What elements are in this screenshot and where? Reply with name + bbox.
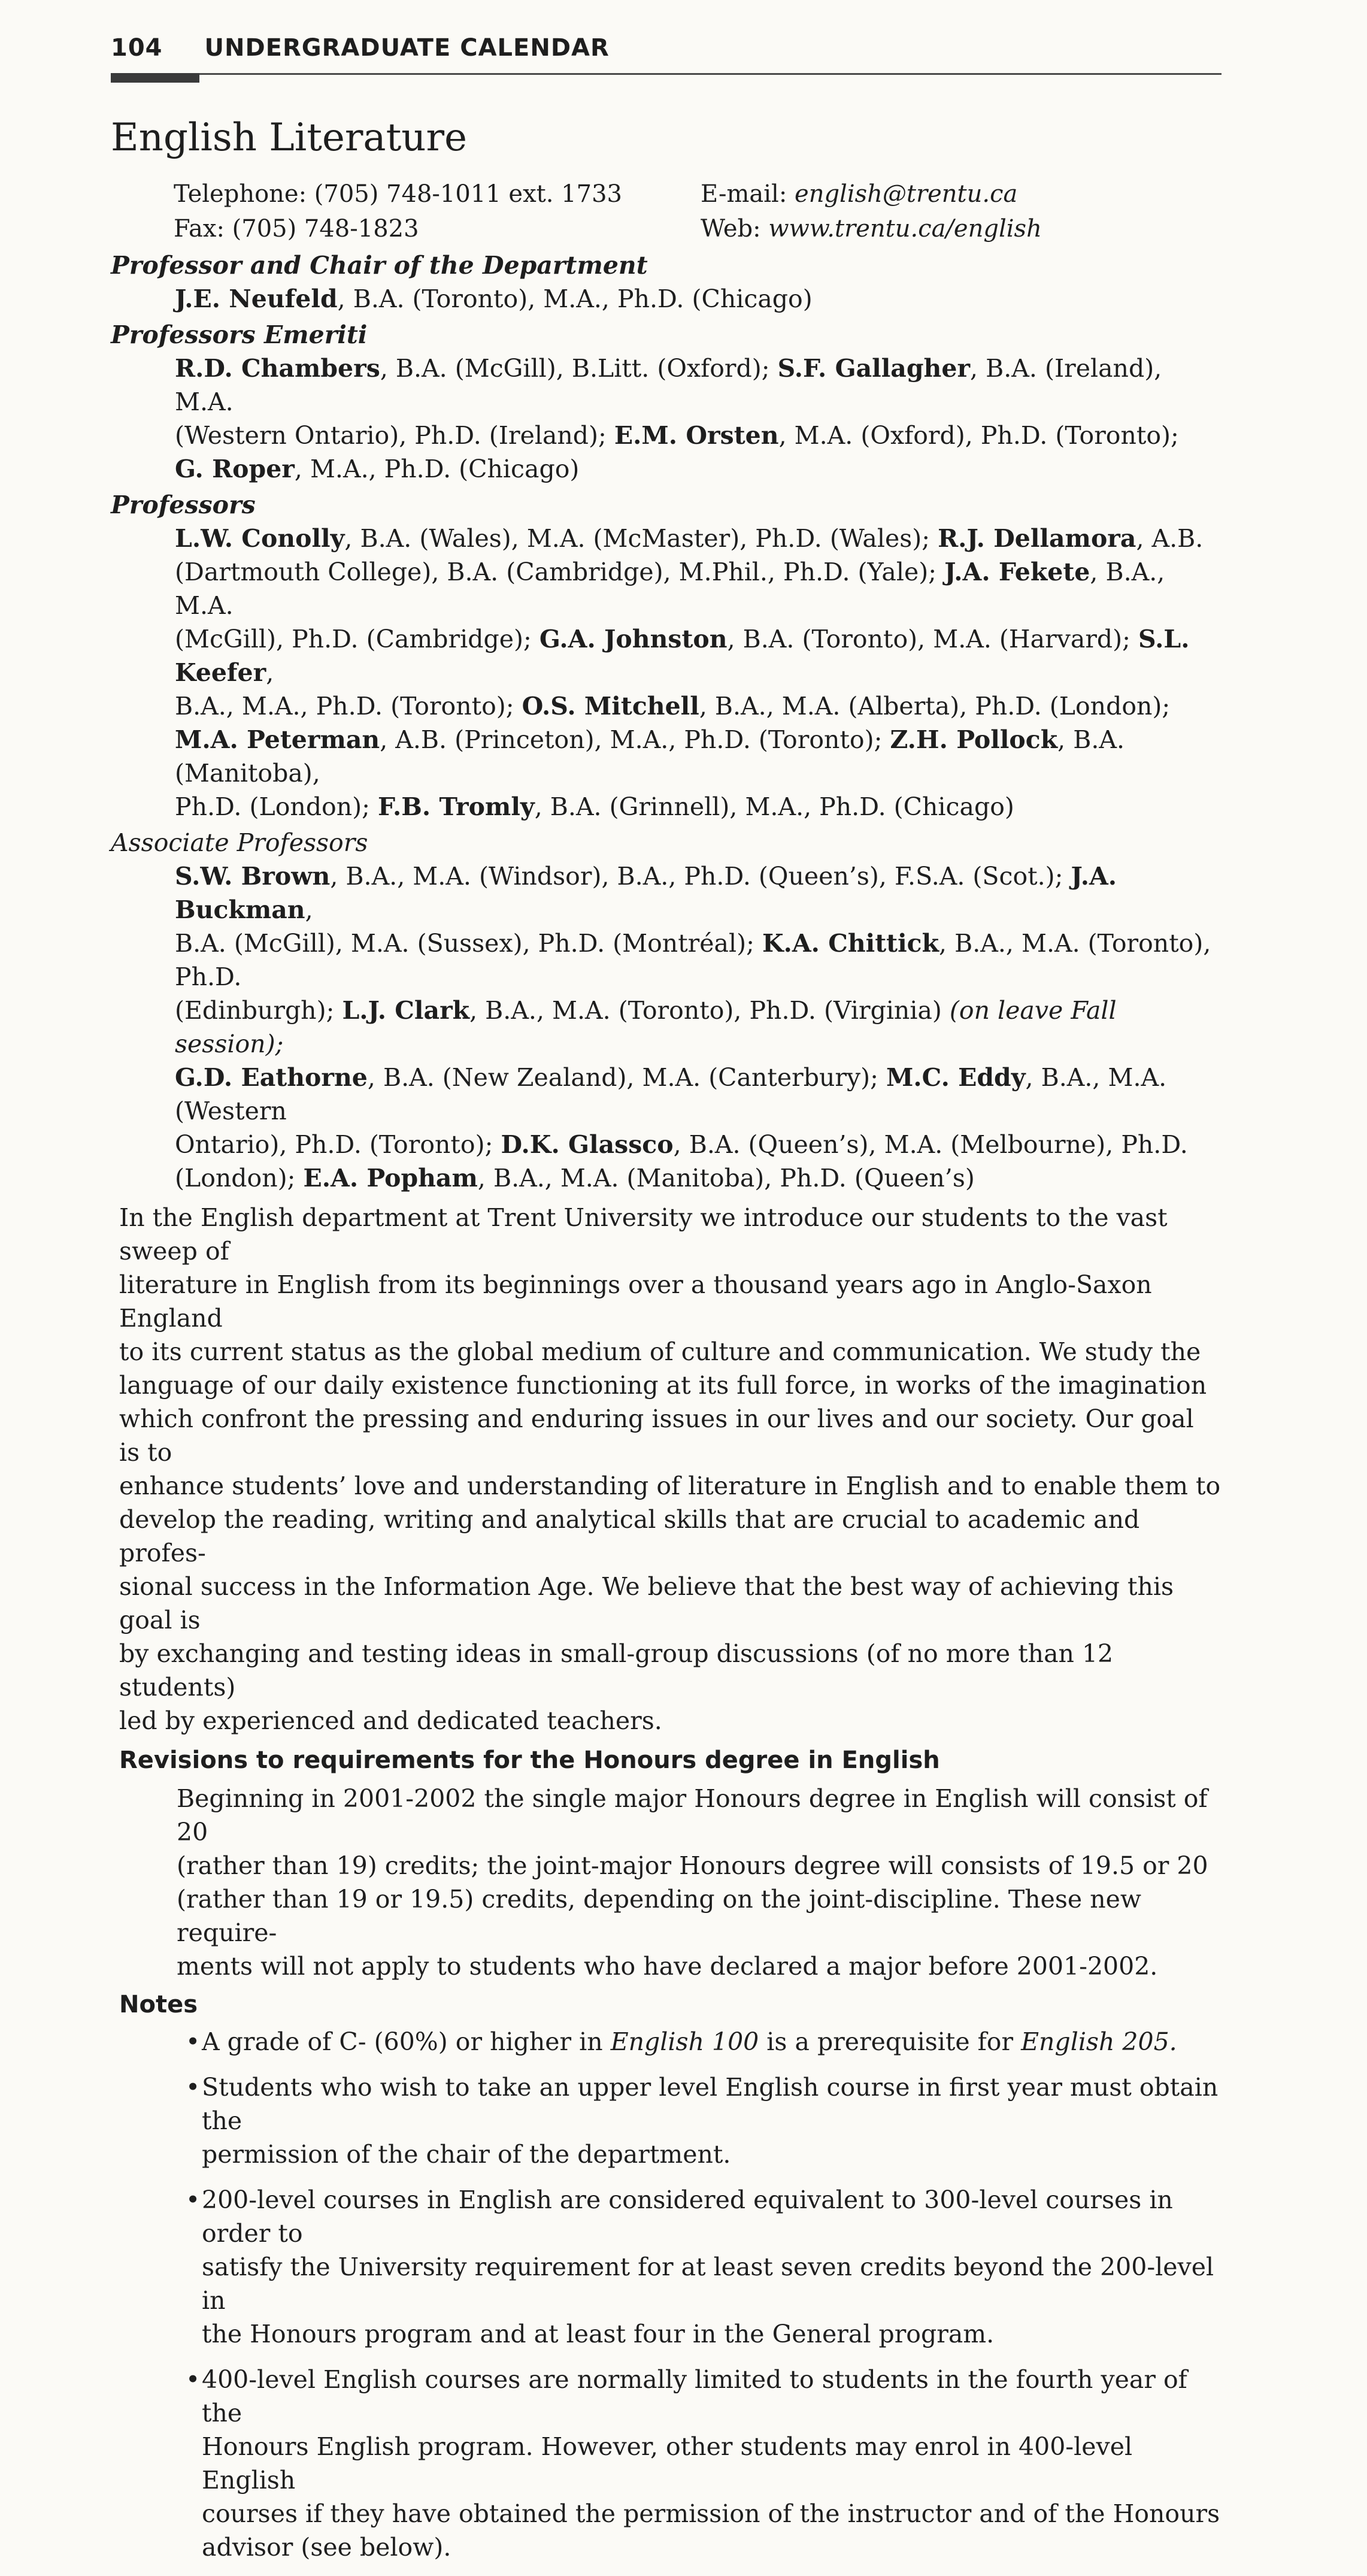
emeriti-body <box>175 352 1221 486</box>
text-run: Honours English program. However, other students may enrol in 400-level English <box>202 2432 1133 2495</box>
page-number: 104 <box>111 34 163 62</box>
text-line: which confront the pressing and enduring issues in our lives and our society. Our goal is to <box>119 1404 1194 1467</box>
text-line: (rather than 19) credits; the joint-major Honours degree will consists of 19.5 or 20 <box>177 1851 1208 1880</box>
text-run: , B.A. (Wales), M.A. (McMaster), Ph.D. (Wales); <box>344 524 938 553</box>
text-run: , B.A. (Queen’s), M.A. (Melbourne), Ph.D. <box>673 1130 1188 1159</box>
text-line <box>175 555 1221 622</box>
text-line: literature in English from its beginnings over a thousand years ago in Anglo-Saxon England <box>119 1270 1152 1333</box>
text-line <box>175 1128 1221 1161</box>
note-item <box>111 2071 1221 2171</box>
text-line <box>175 1161 1221 1195</box>
person-name: J.A. Buckman <box>175 862 1117 924</box>
note-line <box>202 2250 1221 2317</box>
text-run: , M.A. (Oxford), Ph.D. (Toronto); <box>778 421 1179 450</box>
text-run: , B.A., M.A. (Alberta), Ph.D. (London); <box>699 692 1171 721</box>
email-link[interactable]: english@trentu.ca <box>795 180 1018 208</box>
text-line: sional success in the Information Age. We believe that the best way of achieving this goal is <box>119 1572 1174 1634</box>
text-run: , B.A., M.A. <box>175 558 1165 620</box>
person-name: S.W. Brown <box>175 862 331 891</box>
italic-text: English 205. <box>1021 2027 1177 2056</box>
associates-body <box>175 859 1221 1195</box>
header-rule <box>111 73 1221 75</box>
bullet-icon: • <box>186 2027 201 2056</box>
text-run: Ph.D. (London); <box>175 792 378 821</box>
note-line <box>202 2497 1221 2530</box>
text-line: language of our daily existence functioning at its full force, in works of the imagination <box>119 1371 1207 1400</box>
text-run: , B.A. (McGill), B.Litt. (Oxford); <box>380 354 778 383</box>
web-link[interactable]: www.trentu.ca/english <box>768 215 1042 243</box>
note-line <box>202 2530 1221 2564</box>
person-name: G.A. Johnston <box>539 625 728 653</box>
text-run: , B.A. (Manitoba), <box>175 725 1125 788</box>
associates-heading: Associate Professors <box>111 828 368 857</box>
text-run: (Western Ontario), Ph.D. (Ireland); <box>175 421 614 450</box>
text-run: A grade of C- (60%) or higher in <box>202 2027 611 2056</box>
text-run: Ontario), Ph.D. (Toronto); <box>175 1130 501 1159</box>
person-name: S.F. Gallagher <box>777 354 971 383</box>
note-line <box>202 2138 1221 2171</box>
text-run: (London); <box>175 1164 304 1192</box>
note-item <box>111 2183 1221 2351</box>
person-name: L.J. Clark <box>342 996 470 1025</box>
italic-text: (on leave Fall session); <box>175 996 1117 1058</box>
text-run: 400-level English courses are normally limited to students in the fourth year of the <box>202 2365 1187 2427</box>
person-name: M.C. Eddy <box>886 1063 1026 1092</box>
revisions-paragraph <box>177 1782 1221 1983</box>
text-run: permission of the chair of the department. <box>202 2140 731 2169</box>
note-line <box>202 2071 1221 2138</box>
running-header <box>111 31 610 65</box>
notes-list <box>111 2025 1221 2564</box>
fax: Fax: (705) 748-1823 <box>174 215 419 243</box>
text-run: , A.B. <box>1136 524 1204 553</box>
text-run: , A.B. (Princeton), M.A., Ph.D. (Toronto); <box>380 725 890 754</box>
text-line <box>175 352 1221 419</box>
telephone: Telephone: (705) 748-1011 ext. 1733 <box>174 180 622 208</box>
text-run: advisor (see below). <box>202 2533 451 2562</box>
text-line <box>175 419 1221 452</box>
text-line <box>175 452 1221 486</box>
text-line: In the English department at Trent University we introduce our students to the vast sweep of <box>119 1203 1168 1266</box>
text-run: , B.A. (Ireland), M.A. <box>175 354 1162 416</box>
person-name: K.A. Chittick <box>762 929 939 958</box>
person-name: F.B. Tromly <box>378 792 535 821</box>
person-name: Z.H. Pollock <box>890 725 1058 754</box>
note-line <box>202 2430 1221 2497</box>
person-name: S.L. Keefer <box>175 625 1190 687</box>
text-run: the Honours program and at least four in the General program. <box>202 2320 995 2348</box>
text-line: (rather than 19 or 19.5) credits, depending on the joint-discipline. These new require- <box>177 1885 1141 1947</box>
note-line <box>202 2183 1221 2250</box>
main-content <box>111 249 1221 2576</box>
note-item <box>111 2025 1221 2059</box>
text-run: , B.A., M.A. (Windsor), B.A., Ph.D. (Queen’s), F.S.A. (Scot.); <box>330 862 1071 891</box>
contact-phone-fax <box>174 177 622 246</box>
text-line: Beginning in 2001-2002 the single major Honours degree in English will consist of 20 <box>177 1784 1208 1847</box>
text-line <box>175 859 1221 927</box>
contact-email-web <box>701 177 1042 246</box>
chair-degrees: , B.A. (Toronto), M.A., Ph.D. (Chicago) <box>337 284 813 313</box>
chair-body <box>175 282 1221 316</box>
text-line: to its current status as the global medium of culture and communication. We study the <box>119 1337 1201 1366</box>
email-line: E-mail: english@trentu.ca <box>701 180 1018 208</box>
text-line <box>175 522 1221 555</box>
bullet-icon: • <box>186 2365 201 2394</box>
text-run: , B.A. (Grinnell), M.A., Ph.D. (Chicago) <box>534 792 1014 821</box>
text-line: develop the reading, writing and analytical skills that are crucial to academic and profes- <box>119 1505 1140 1567</box>
text-line <box>175 790 1221 824</box>
text-line <box>175 689 1221 723</box>
intro-paragraph <box>119 1201 1221 1737</box>
bullet-icon: • <box>186 2073 201 2102</box>
text-run: Students who wish to take an upper level English course in first year must obtain the <box>202 2073 1219 2135</box>
person-name: G.D. Eathorne <box>175 1063 368 1092</box>
person-name: R.J. Dellamora <box>938 524 1136 553</box>
text-line <box>175 994 1221 1061</box>
person-name: J.A. Fekete <box>944 558 1090 586</box>
person-name: E.M. Orsten <box>614 421 779 450</box>
text-run: , <box>305 895 313 924</box>
web-line: Web: www.trentu.ca/english <box>701 215 1042 243</box>
text-line <box>175 622 1221 689</box>
italic-text: English 100 <box>610 2027 759 2056</box>
text-line: ments will not apply to students who have declared a major before 2001-2002. <box>177 1952 1158 1981</box>
text-run: , B.A., M.A. (Western <box>175 1063 1167 1125</box>
chair-name: J.E. Neufeld <box>175 284 338 313</box>
text-run: is a prerequisite for <box>759 2027 1022 2056</box>
professors-body <box>175 522 1221 824</box>
text-run: , B.A. (Toronto), M.A. (Harvard); <box>727 625 1139 653</box>
person-name: D.K. Glassco <box>501 1130 674 1159</box>
person-name: E.A. Popham <box>303 1164 478 1192</box>
text-run: satisfy the University requirement for at least seven credits beyond the 200-level in <box>202 2253 1214 2315</box>
person-name: G. Roper <box>175 455 295 483</box>
text-run: 200-level courses in English are considered equivalent to 300-level courses in order to <box>202 2185 1173 2248</box>
person-name: L.W. Conolly <box>175 524 345 553</box>
bullet-icon: • <box>186 2185 201 2214</box>
chair-heading: Professor and Chair of the Department <box>111 251 648 280</box>
text-run: , <box>266 658 274 687</box>
running-title: UNDERGRADUATE CALENDAR <box>204 34 610 62</box>
emeriti-heading: Professors Emeriti <box>111 320 368 349</box>
text-run: B.A., M.A., Ph.D. (Toronto); <box>175 692 522 721</box>
text-line <box>175 723 1221 790</box>
text-run: (Dartmouth College), B.A. (Cambridge), M.Phil., Ph.D. (Yale); <box>175 558 945 586</box>
professors-heading: Professors <box>111 491 256 519</box>
text-line: led by experienced and dedicated teachers. <box>119 1706 662 1735</box>
text-run: , B.A., M.A. (Manitoba), Ph.D. (Queen’s) <box>477 1164 975 1192</box>
text-line: enhance students’ love and understanding of literature in English and to enable them to <box>119 1472 1221 1500</box>
person-name: O.S. Mitchell <box>522 692 699 721</box>
text-line <box>175 1061 1221 1128</box>
text-line: by exchanging and testing ideas in small-group discussions (of no more than 12 students) <box>119 1639 1114 1702</box>
text-line <box>175 927 1221 994</box>
note-line <box>202 2317 1221 2351</box>
person-name: M.A. Peterman <box>175 725 380 754</box>
text-run: B.A. (McGill), M.A. (Sussex), Ph.D. (Montréal); <box>175 929 762 958</box>
revisions-heading: Revisions to requirements for the Honours degree in English <box>119 1746 940 1774</box>
text-run: (Edinburgh); <box>175 996 342 1025</box>
person-name: R.D. Chambers <box>175 354 380 383</box>
page-title: English Literature <box>111 116 467 160</box>
note-item <box>111 2363 1221 2564</box>
text-run: (McGill), Ph.D. (Cambridge); <box>175 625 539 653</box>
note-line <box>202 2363 1221 2430</box>
notes-heading: Notes <box>119 1991 198 2018</box>
text-run: , B.A. (New Zealand), M.A. (Canterbury); <box>367 1063 886 1092</box>
text-run: , B.A., M.A. (Toronto), Ph.D. (Virginia) <box>469 996 950 1025</box>
text-run: courses if they have obtained the permission of the instructor and of the Honours <box>202 2499 1220 2528</box>
header-rule-block <box>111 73 199 83</box>
text-run: , B.A., M.A. (Toronto), Ph.D. <box>175 929 1211 991</box>
note-line <box>202 2025 1221 2059</box>
text-run: , M.A., Ph.D. (Chicago) <box>294 455 580 483</box>
